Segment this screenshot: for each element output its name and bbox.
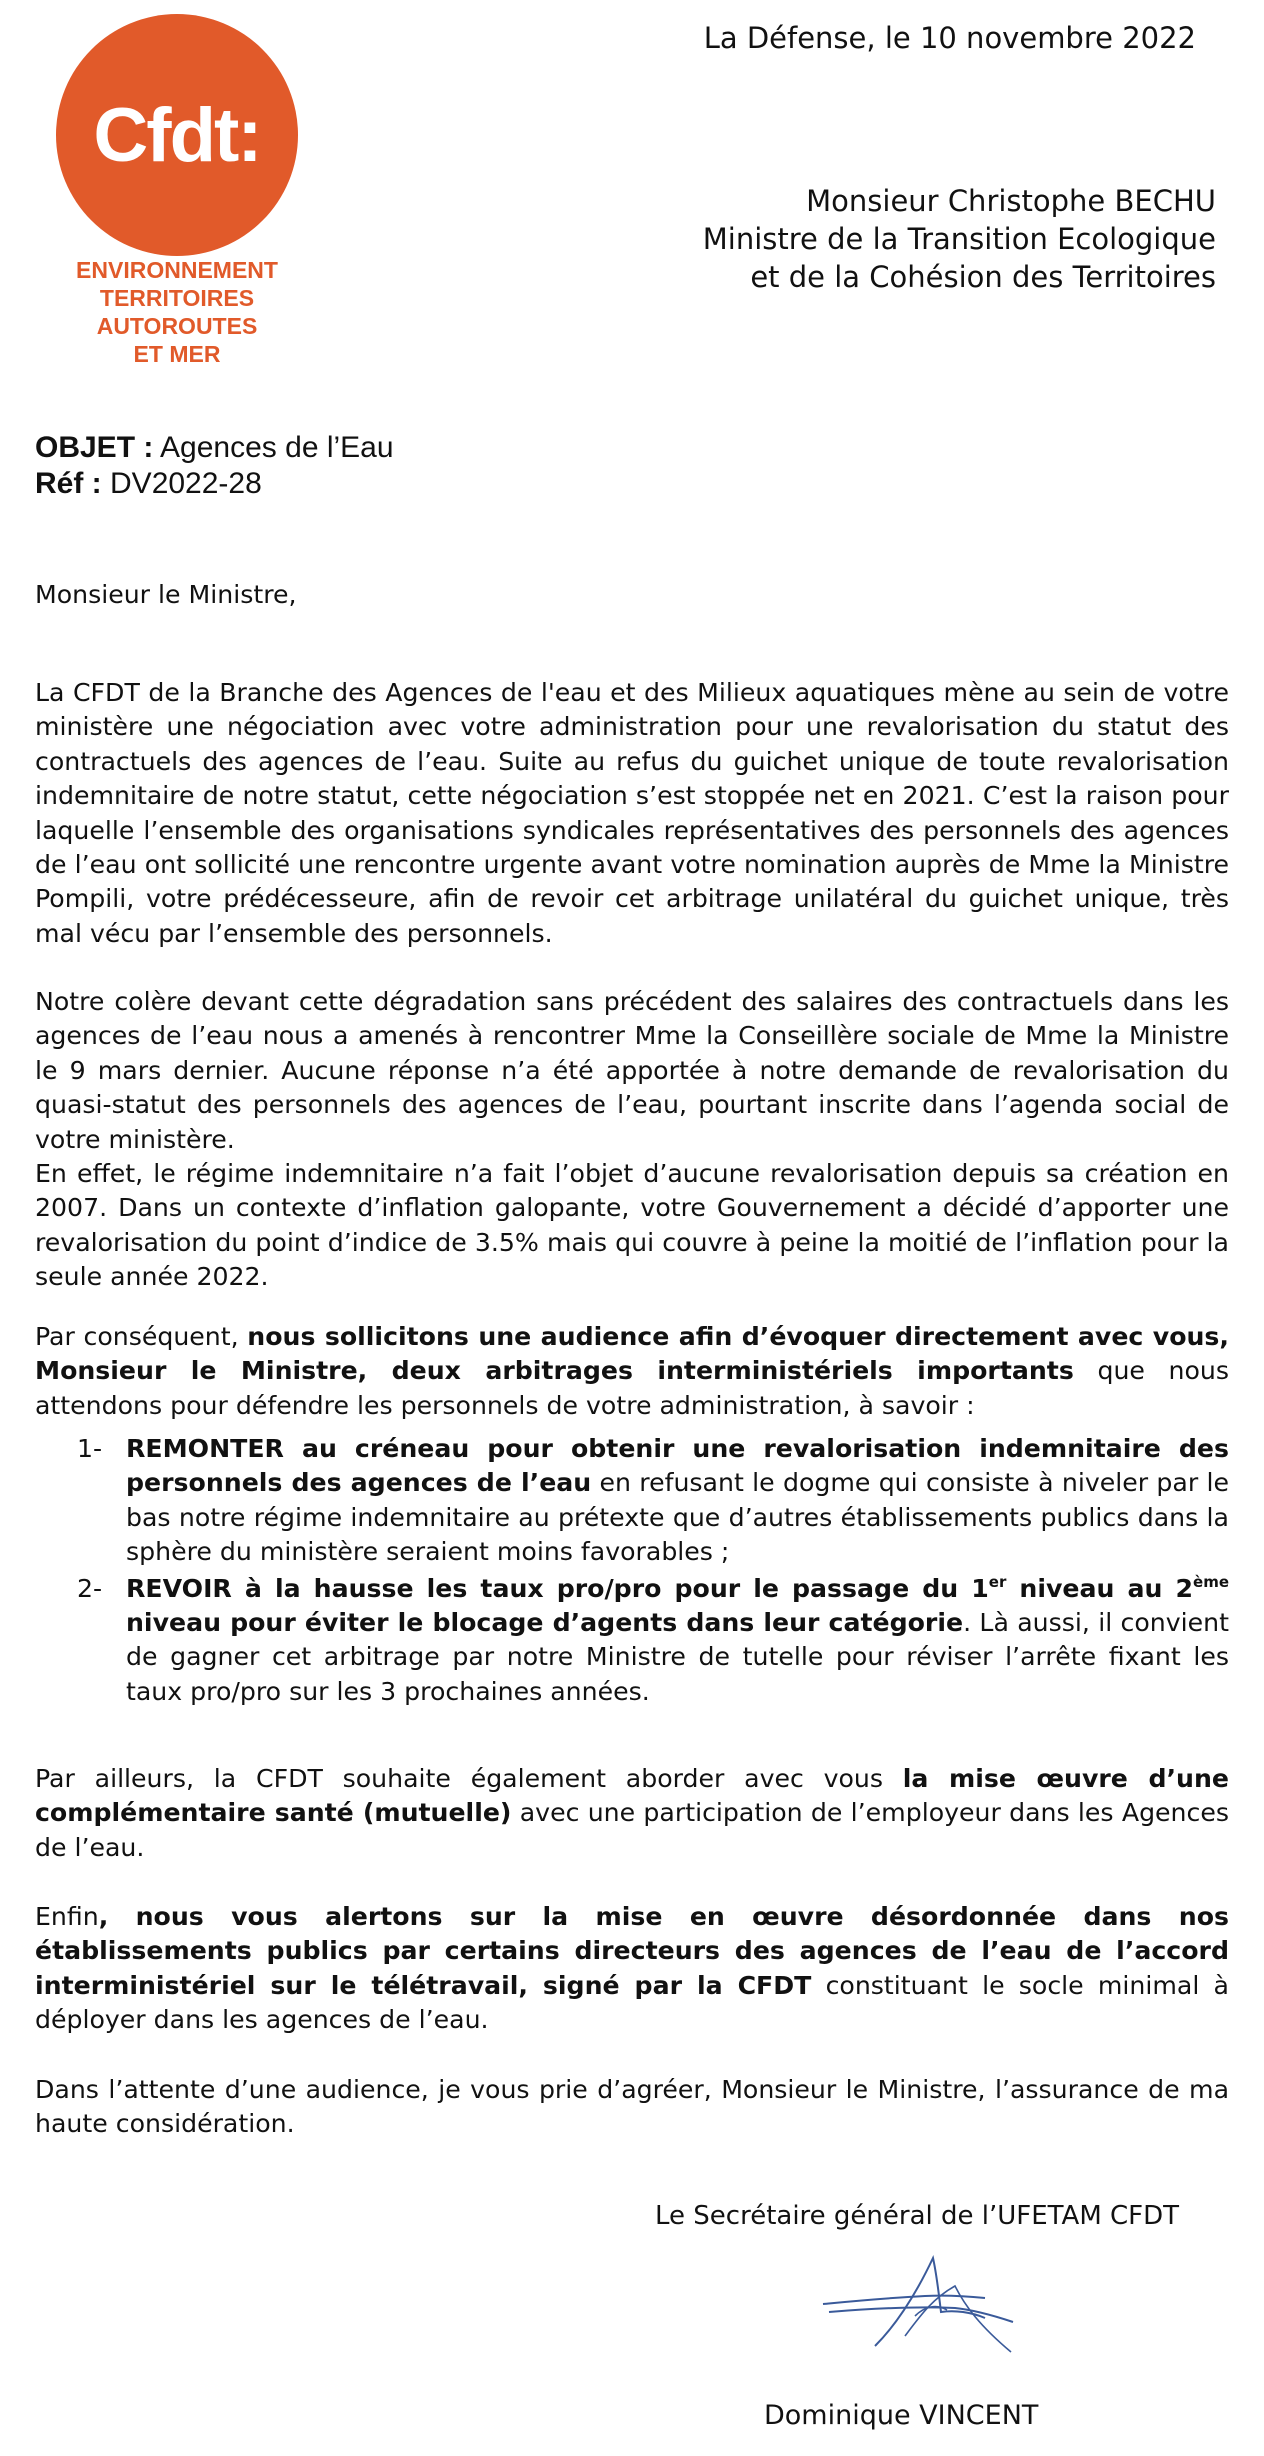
handwritten-signature (815, 2246, 1020, 2376)
bold-part: niveau au 2 (1006, 1573, 1194, 1603)
bold-part: niveau pour éviter le blocage d’agents dans leur catégorie (126, 1608, 964, 1638)
ref-label: Réf : (35, 467, 102, 500)
text-span: Par ailleurs, la CFDT souhaite également aborder avec vous (35, 1764, 903, 1793)
object-value: Agences de l’Eau (160, 431, 394, 464)
object-label: OBJET : (35, 431, 154, 464)
ref-value: DV2022-28 (110, 467, 262, 500)
paragraph-text: Dans l’attente d’une audience, je vous prie d’agréer, Monsieur le Ministre, l’assurance de ma haute considération. (35, 2075, 1229, 2139)
list-number: 1- (77, 1434, 103, 1463)
paragraph-text: La CFDT de la Branche des Agences de l'eau et des Milieux aquatiques mène au sein de votre ministère une négociation avec votre administration pour une revalorisation du statut des contractuels des agences de l’eau. Suite au refus du guichet unique de toute revalorisation indemnitaire de notre statut, cette négociation s’est stoppée net en 2021. C’est la raison pour laquelle l’ensemble des organisations syndicales représentatives des personnels des agences de l’eau ont sollicité une rencontre urgente avant votre nomination auprès de Mme la Ministre Pompili, votre prédécesseure, afin de revoir cet arbitrage unilatéral du guichet unique, très mal vécu par l’ensemble des personnels. (35, 678, 1229, 948)
object-line (35, 430, 394, 466)
logo-subtitle-line: AUTOROUTES (96, 313, 258, 339)
logo-subtitle-line: TERRITOIRES (99, 285, 255, 311)
paragraph-5 (35, 1900, 1229, 2038)
logo-subtitle-line: ENVIRONNEMENT (76, 257, 278, 283)
text-span: constituant le socle minimal à déployer dans les agences de l’eau. (35, 1970, 1229, 2035)
signatory-name: Dominique VINCENT (764, 2400, 1039, 2431)
list-item (35, 1432, 1229, 1570)
text-span: Par conséquent, (35, 1322, 248, 1351)
bold-span: la mise œuvre d’une complémentaire santé (mutuelle) (35, 1764, 1229, 1828)
logo-subtitle (52, 256, 302, 368)
recipient-line: et de la Cohésion des Territoires (750, 260, 1216, 294)
recipient-block (703, 182, 1216, 296)
bold-span: , nous vous alertons sur la mise en œuvre désordonnée dans nos établissements publics par certains directeurs des agences de l’eau de l’accord interministériel sur le télétravail, signé par la CFDT (35, 1902, 1229, 2000)
bold-span: REMONTER au créneau pour obtenir une revalorisation indemnitaire des personnels des agences de l’eau (126, 1434, 1229, 1498)
paragraph-3 (35, 1320, 1229, 1423)
salutation: Monsieur le Ministre, (35, 580, 297, 609)
text-span: avec une participation de l’employeur dans les Agences de l’eau. (35, 1798, 1229, 1862)
recipient-line: Monsieur Christophe BECHU (806, 184, 1216, 218)
superscript: ème (1193, 1572, 1229, 1591)
text-span: que nous attendons pour défendre les personnels de votre administration, à savoir : (35, 1356, 1230, 1420)
list-item (35, 1572, 1229, 1710)
paragraph-text: Notre colère devant cette dégradation sans précédent des salaires des contractuels dans les agences de l’eau nous a amenés à rencontrer Mme la Conseillère sociale de Mme la Ministre le 9 mars dernier. Aucune réponse n’a été apportée à notre demande de revalorisation du quasi-statut des personnels des agences de l’eau, pourtant inscrite dans l’agenda social de votre ministère. (35, 987, 1229, 1154)
bold-part: REVOIR à la hausse les taux pro/pro pour le passage du 1 (126, 1573, 989, 1603)
paragraph-2 (35, 985, 1229, 1295)
cfdt-logo (52, 14, 302, 367)
logo-subtitle-line: ET MER (133, 341, 221, 367)
paragraph-text: En effet, le régime indemnitaire n’a fait l’objet d’aucune revalorisation depuis sa création en 2007. Dans un contexte d’inflation galopante, votre Gouvernement a décidé d’apporter une revalorisation du point d’indice de 3.5% mais qui couvre à peine la moitié de l’inflation pour la seule année 2022. (35, 1159, 1229, 1292)
text-span: Enfin (35, 1902, 99, 1931)
superscript: er (988, 1572, 1007, 1591)
recipient-line: Ministre de la Transition Ecologique (702, 222, 1216, 256)
paragraph-6 (35, 2073, 1229, 2142)
text-span: en refusant le dogme qui consiste à niveler par le bas notre régime indemnitaire au prétexte que d’autres établissements publics dans la sphère du ministère seraient moins favorables ; (126, 1468, 1229, 1567)
paragraph-text (35, 1762, 1229, 1865)
text-span: . Là aussi, il convient de gagner cet arbitrage par notre Ministre de tutelle pour réviser l’arrête fixant les taux pro/pro sur les 3 prochaines années. (126, 1608, 1229, 1706)
paragraph-text (35, 1900, 1229, 2038)
ref-line (35, 466, 394, 502)
demands-list (35, 1432, 1229, 1709)
logo-wordmark: Cfdt: (93, 93, 261, 178)
letter-date: La Défense, le 10 novembre 2022 (703, 21, 1196, 55)
object-block (35, 430, 394, 502)
paragraph-4 (35, 1762, 1229, 1865)
paragraph-text (35, 1320, 1229, 1423)
signature-stroke (875, 2258, 985, 2346)
signatory-title: Le Secrétaire général de l’UFETAM CFDT (655, 2201, 1180, 2231)
list-number: 2- (77, 1573, 103, 1603)
bold-span: nous sollicitons une audience afin d’évoquer directement avec vous, Monsieur le Ministre, deux arbitrages interministériels importants (35, 1322, 1229, 1386)
paragraph-1 (35, 676, 1229, 951)
